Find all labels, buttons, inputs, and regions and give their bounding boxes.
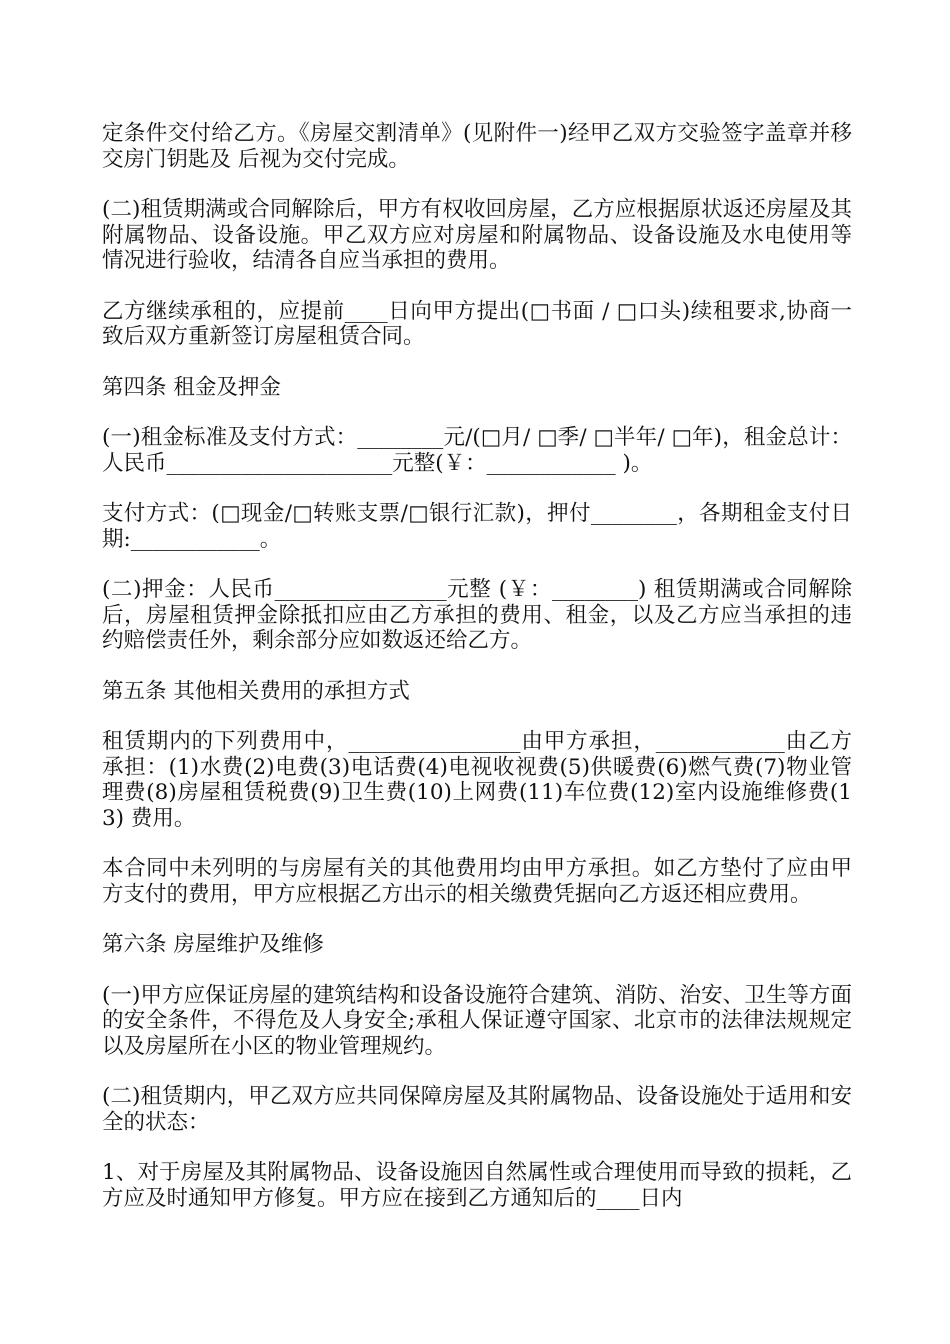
section-heading-article-4: 第四条 租金及押金: [102, 374, 281, 400]
paragraph-lease-renewal: 乙方继续承租的，应提前____日向甲方提出(□书面 / □口头)续租要求,协商一致后双方重新签订房屋租赁合同。: [102, 298, 852, 349]
paragraph-deposit: (二)押金：人民币________________元整 (￥：________) 租赁期满或合同解除后，房屋租赁押金除抵扣应由乙方承担的费用、租金，以及乙方应当承担的违约赔偿责任外，剩余部分应如数返还给乙方。: [102, 577, 852, 653]
paragraph-repair-notice: 1、对于房屋及其附属物品、设备设施因自然属性或合理使用而导致的损耗，乙方应及时通知甲方修复。甲方应在接到乙方通知后的____日内: [102, 1160, 852, 1211]
paragraph-other-fees: 本合同中未列明的与房屋有关的其他费用均由甲方承担。如乙方垫付了应由甲方支付的费用，甲方应根据乙方出示的相关缴费凭据向乙方返还相应费用。: [102, 856, 852, 907]
paragraph-rent-standard: (一)租金标准及支付方式：________元/(□月/ □季/ □半年/ □年)，租金总计：人民币_____________________元整(￥：____________ )。: [102, 425, 852, 476]
paragraph-joint-maintenance: (二)租赁期内，甲乙双方应共同保障房屋及其附属物品、设备设施处于适用和安全的状态：: [102, 1084, 852, 1135]
document-body: [102, 121, 852, 1236]
paragraph-delivery-completion: 定条件交付给乙方。《房屋交割清单》(见附件一)经甲乙双方交验签字盖章并移交房门钥匙及 后视为交付完成。: [102, 121, 852, 172]
paragraph-safety-obligations: (一)甲方应保证房屋的建筑结构和设备设施符合建筑、消防、治安、卫生等方面的安全条件，不得危及人身安全;承租人保证遵守国家、北京市的法律法规规定以及房屋所在小区的物业管理规约。: [102, 982, 852, 1059]
paragraph-fee-allocation: 租赁期内的下列费用中，________________由甲方承担，____________由乙方承担：(1)水费(2)电费(3)电话费(4)电视收视费(5)供暖费(6)燃气费(7)物业管理费(8)房屋租赁税费(9)卫生费(10)上网费(11)车位费(12)室内设施维修费(13) 费用。: [102, 729, 852, 831]
section-heading-article-5: 第五条 其他相关费用的承担方式: [102, 678, 410, 704]
paragraph-payment-method: 支付方式：(□现金/□转账支票/□银行汇款)，押付________，各期租金支付日期:____________。: [102, 501, 852, 552]
section-heading-article-6: 第六条 房屋维护及维修: [102, 932, 324, 957]
paragraph-return-of-premises: (二)租赁期满或合同解除后，甲方有权收回房屋，乙方应根据原状返还房屋及其附属物品、设备设施。甲乙双方应对房屋和附属物品、设备设施及水电使用等情况进行验收，结清各自应当承担的费用。: [102, 197, 852, 273]
